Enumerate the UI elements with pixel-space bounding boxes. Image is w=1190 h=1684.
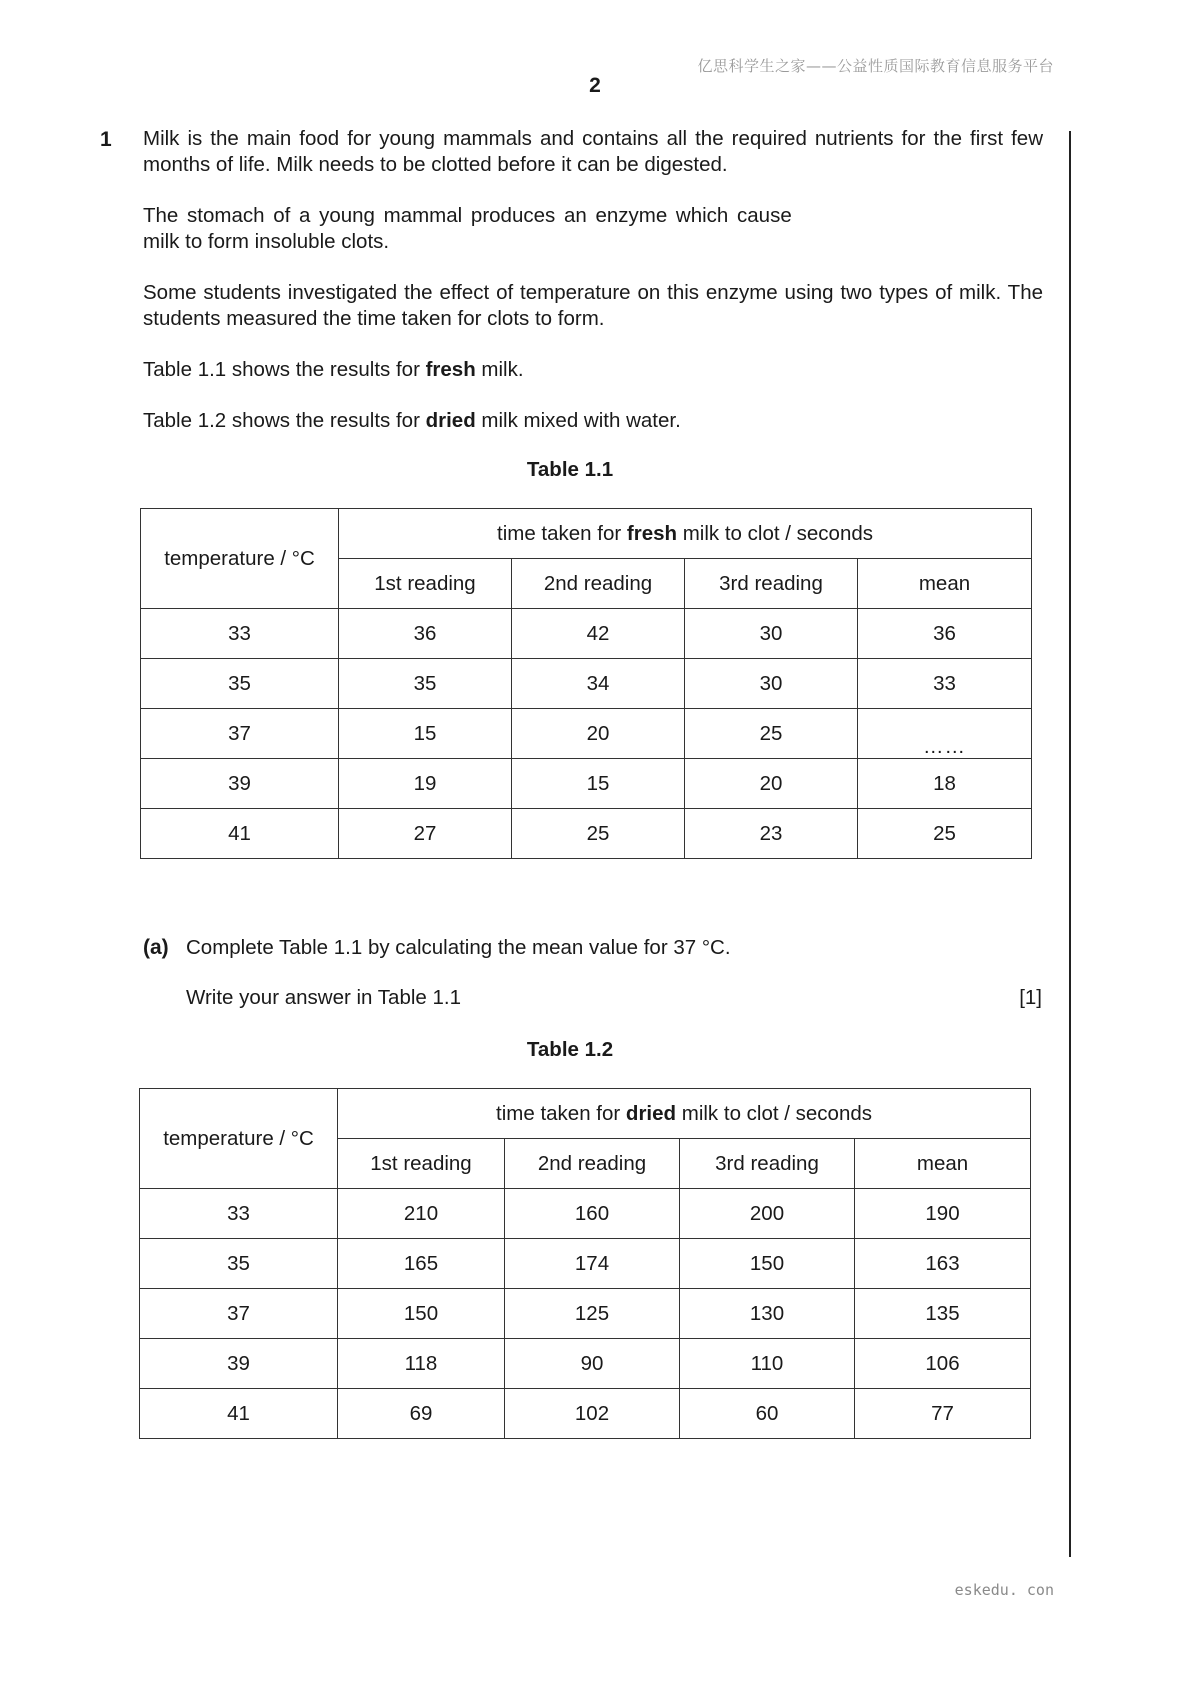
table1-cell: 35 (141, 659, 339, 709)
table-row (141, 609, 1032, 659)
table2-cell: 160 (505, 1189, 680, 1239)
intro-paragraph-1: Milk is the main food for young mammals and contains all the required nutrients for the first few months of life. Milk needs to be clotted before it can be digested. (143, 127, 1043, 176)
table1-col-header: 3rd reading (685, 559, 858, 609)
p5-post: milk mixed with water. (475, 409, 681, 432)
table1-cell: 18 (858, 759, 1032, 809)
intro-paragraph-5 (143, 408, 1043, 434)
answer-blank: …… (923, 734, 966, 758)
table1-cell: 25 (685, 709, 858, 759)
part-a-sub: Write your answer in Table 1.1 (186, 986, 461, 1009)
watermark-text: 亿思科学生之家——公益性质国际教育信息服务平台 (697, 57, 1054, 75)
p4-bold: fresh (425, 358, 476, 381)
table1-cell: 20 (685, 759, 858, 809)
t1-gh-post: milk to clot / seconds (677, 521, 873, 545)
table2-col-header: 1st reading (338, 1139, 505, 1189)
table2-cell: 39 (140, 1339, 338, 1389)
table-row (141, 759, 1032, 809)
table2-col-header: 2nd reading (505, 1139, 680, 1189)
table2-cell: 118 (338, 1339, 505, 1389)
table1-cell: 15 (339, 709, 512, 759)
table2-cell: 41 (140, 1389, 338, 1439)
p5-pre: Table 1.2 shows the results for (143, 409, 426, 432)
table2-cell: 60 (680, 1389, 855, 1439)
table1-cell: 37 (141, 709, 339, 759)
table1-cell: 30 (685, 609, 858, 659)
table-row (140, 1189, 1031, 1239)
table2-cell: 69 (338, 1389, 505, 1439)
footer-site: eskedu. con (954, 1581, 1054, 1599)
table2-row-header: temperature / °C (140, 1089, 338, 1189)
t1-gh-pre: time taken for (497, 521, 627, 545)
table1-col-header: 2nd reading (512, 559, 685, 609)
table1-cell: 20 (512, 709, 685, 759)
table1-cell: 25 (858, 809, 1032, 859)
table1-cell: 25 (512, 809, 685, 859)
table1-cell: 33 (858, 659, 1032, 709)
table1-cell: 30 (685, 659, 858, 709)
table1 (140, 508, 1032, 859)
part-a-label: (a) (143, 936, 169, 959)
table2-cell: 150 (338, 1289, 505, 1339)
t2-gh-post: milk to clot / seconds (676, 1101, 873, 1125)
answer-cell-mean-37[interactable] (858, 709, 1032, 759)
table-row (141, 659, 1032, 709)
table2-cell: 125 (505, 1289, 680, 1339)
p4-pre: Table 1.1 shows the results for (143, 358, 426, 381)
intro-paragraph-2-line-2: milk to form insoluble clots. (143, 229, 390, 253)
table2-cell: 77 (855, 1389, 1031, 1439)
table1-cell: 23 (685, 809, 858, 859)
table1-cell: 36 (339, 609, 512, 659)
table-row (141, 709, 1032, 759)
table2 (139, 1088, 1031, 1439)
part-a-marks: [1] (1019, 986, 1042, 1009)
table2-group-header (338, 1089, 1031, 1139)
table1-col-header: 1st reading (339, 559, 512, 609)
table2-cell: 163 (855, 1239, 1031, 1289)
table2-cell: 106 (855, 1339, 1031, 1389)
table2-col-header: mean (855, 1139, 1031, 1189)
t1-gh-bold: fresh (626, 521, 678, 545)
intro-paragraph-2-line-1: The stomach of a young mammal produces an enzyme which cause (143, 204, 792, 227)
table2-cell: 37 (140, 1289, 338, 1339)
intro-paragraph-3: Some students investigated the effect of temperature on this enzyme using two types of milk. The students measured the time taken for clots to form. (143, 281, 1043, 330)
table2-cell: 210 (338, 1189, 505, 1239)
table1-caption: Table 1.1 (526, 458, 614, 481)
part-a-instruction: Complete Table 1.1 by calculating the mean value for 37 °C. (186, 936, 731, 959)
table2-col-header: 3rd reading (680, 1139, 855, 1189)
table2-cell: 135 (855, 1289, 1031, 1339)
table1-cell: 33 (141, 609, 339, 659)
table2-cell: 150 (680, 1239, 855, 1289)
table1-cell: 34 (512, 659, 685, 709)
table1-cell: 41 (141, 809, 339, 859)
table-row (140, 1289, 1031, 1339)
table2-cell: 190 (855, 1189, 1031, 1239)
question-number: 1 (100, 128, 112, 151)
table-row (141, 809, 1032, 859)
intro-paragraph-2 (143, 203, 1043, 254)
table2-cell: 200 (680, 1189, 855, 1239)
page-number: 2 (589, 74, 601, 97)
t2-gh-bold: dried (625, 1101, 677, 1125)
table1-cell: 27 (339, 809, 512, 859)
table2-cell: 102 (505, 1389, 680, 1439)
t2-gh-pre: time taken for (496, 1101, 626, 1125)
table2-cell: 35 (140, 1239, 338, 1289)
table1-cell: 35 (339, 659, 512, 709)
intro-paragraph-4 (143, 357, 1043, 383)
p4-post: milk. (475, 358, 524, 381)
table2-cell: 174 (505, 1239, 680, 1289)
table1-col-header: mean (858, 559, 1032, 609)
table2-cell: 33 (140, 1189, 338, 1239)
table2-cell: 90 (505, 1339, 680, 1389)
table-row (140, 1389, 1031, 1439)
table1-cell: 39 (141, 759, 339, 809)
table-row (140, 1239, 1031, 1289)
margin-rule (1069, 131, 1071, 1557)
table1-cell: 42 (512, 609, 685, 659)
table2-cell: 165 (338, 1239, 505, 1289)
table2-caption: Table 1.2 (526, 1038, 614, 1061)
table-row (140, 1339, 1031, 1389)
table1-cell: 15 (512, 759, 685, 809)
table2-cell: 110 (680, 1339, 855, 1389)
table1-row-header: temperature / °C (141, 509, 339, 609)
table1-cell: 36 (858, 609, 1032, 659)
table1-group-header (339, 509, 1032, 559)
table1-cell: 19 (339, 759, 512, 809)
p5-bold: dried (425, 409, 476, 432)
table2-cell: 130 (680, 1289, 855, 1339)
